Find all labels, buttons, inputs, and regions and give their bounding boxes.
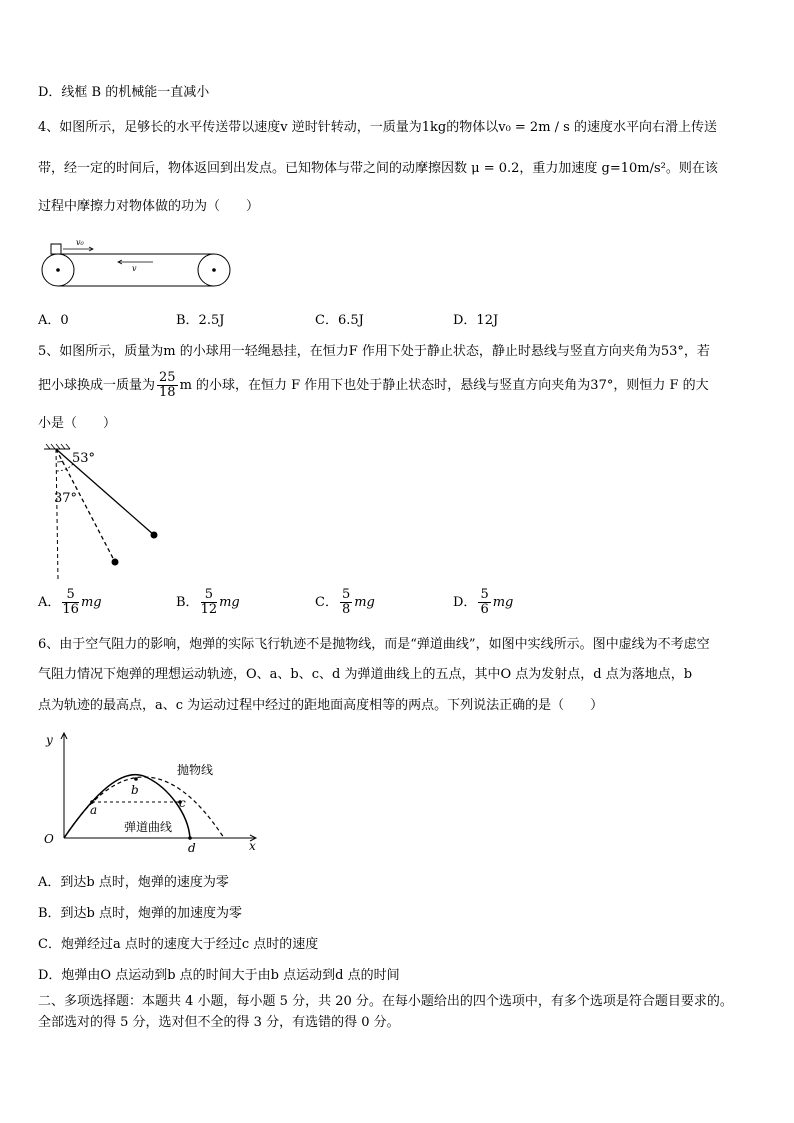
q5-option-b-den: 12 — [200, 602, 218, 617]
q4-option-d[interactable]: D．12J — [453, 313, 499, 328]
traj-point-b: b — [131, 783, 139, 797]
q5-mass-num: 25 — [159, 370, 176, 385]
section2-heading-line2: 全部选对的得 5 分，选对但不全的得 3 分，有选错的得 0 分。 — [38, 1015, 400, 1030]
trajectory-figure — [40, 728, 280, 858]
traj-parabola-label: 抛物线 — [177, 763, 214, 777]
belt-v0-label: v₀ — [76, 238, 84, 247]
traj-point-a: a — [90, 803, 98, 817]
q4-text-line3: 过程中摩擦力对物体做的功为（ ） — [38, 199, 260, 214]
traj-y-label: y — [46, 733, 53, 747]
traj-origin-label: O — [44, 832, 54, 846]
q5-option-d-den: 6 — [480, 602, 489, 617]
q6-text-line1: 6、由于空气阻力的影响，炮弹的实际飞行轨迹不是抛物线，而是“弹道曲线”，如图中实线所示。图中虚线为不考虑空 — [38, 637, 710, 652]
q5-option-b-num: 5 — [201, 588, 218, 603]
q5-option-b-unit: mg — [219, 595, 240, 610]
q6-option-c[interactable]: C．炮弹经过a 点时的速度大于经过c 点时的速度 — [38, 937, 319, 952]
traj-ballistic-label: 弹道曲线 — [124, 820, 173, 834]
q5-option-a-unit: mg — [80, 595, 102, 610]
q5-option-b-label: B． — [176, 595, 199, 610]
q5-option-c[interactable] — [315, 588, 375, 617]
q5-text-line2 — [38, 371, 709, 400]
traj-point-c: c — [179, 796, 186, 810]
q5-option-a-den: 16 — [62, 602, 79, 617]
q6-option-a[interactable]: A．到达b 点时，炮弹的速度为零 — [38, 875, 229, 890]
q4-option-c[interactable]: C．6.5J — [315, 313, 364, 328]
pendulum-figure — [40, 444, 180, 584]
q5-mass-den: 18 — [159, 385, 176, 400]
q4-text-line2: 带，经一定的时间后，物体返回到出发点。已知物体与带之间的动摩擦因数 μ = 0.2，重力加速度 g=10m/s²。则在该 — [38, 161, 718, 176]
pendulum-angle-37: 37° — [54, 491, 78, 506]
q5-option-d-unit: mg — [492, 595, 514, 610]
pendulum-angle-53: 53° — [72, 451, 96, 466]
q5-text-line2-end: m 的小球，在恒力 F 作用下也处于静止状态时，悬线与竖直方向夹角为37°，则恒力 F 的大 — [179, 378, 709, 393]
belt-v-label: v — [132, 264, 137, 273]
q5-text-line1: 5、如图所示，质量为m 的小球用一轻绳悬挂，在恒力F 作用下处于静止状态，静止时悬线与竖直方向夹角为53°，若 — [38, 344, 710, 359]
q4-text-line1: 4、如图所示，足够长的水平传送带以速度v 逆时针转动，一质量为1kg的物体以v₀ = 2m / s 的速度水平向右滑上传送 — [38, 120, 717, 135]
q6-text-line2: 气阻力情况下炮弹的理想运动轨迹，O、a、b、c、d 为弹道曲线上的五点，其中O 点为发射点，d 点为落地点，b — [38, 667, 693, 682]
q5-option-a-label: A． — [38, 595, 61, 610]
q4-option-a[interactable]: A．0 — [38, 313, 69, 328]
conveyor-belt-figure — [38, 236, 238, 288]
q5-mass-fraction — [157, 371, 178, 400]
traj-x-label: x — [249, 839, 256, 853]
q5-text-line3: 小是（ ） — [38, 416, 117, 431]
q6-option-d[interactable]: D．炮弹由O 点运动到b 点的时间大于由b 点运动到d 点的时间 — [38, 968, 400, 983]
q5-option-c-num: 5 — [341, 587, 351, 602]
q5-option-c-unit: mg — [354, 595, 375, 610]
section2-heading-line1: 二、多项选择题：本题共 4 小题，每小题 5 分，共 20 分。在每小题给出的四个选项中，有多个选项是符合题目要求的。 — [38, 994, 733, 1009]
traj-point-d: d — [188, 841, 196, 855]
q5-option-a-num: 5 — [62, 588, 79, 603]
q6-option-b[interactable]: B．到达b 点时，炮弹的加速度为零 — [38, 906, 243, 921]
q5-option-a[interactable] — [38, 588, 102, 617]
q5-option-c-label: C． — [315, 595, 338, 610]
prev-question-option-d: D．线框 B 的机械能一直减小 — [38, 85, 210, 100]
q5-option-d[interactable] — [453, 588, 513, 617]
q5-option-d-num: 5 — [480, 587, 489, 602]
q5-text-line2-start: 把小球换成一质量为 — [38, 378, 156, 393]
q5-option-c-den: 8 — [341, 602, 351, 617]
q4-option-b[interactable]: B．2.5J — [176, 313, 225, 328]
q6-text-line3: 点为轨迹的最高点，a、c 为运动过程中经过的距地面高度相等的两点。下列说法正确的是（ ） — [38, 698, 604, 713]
q5-option-b[interactable] — [176, 588, 240, 617]
q5-option-d-label: D． — [453, 595, 477, 610]
